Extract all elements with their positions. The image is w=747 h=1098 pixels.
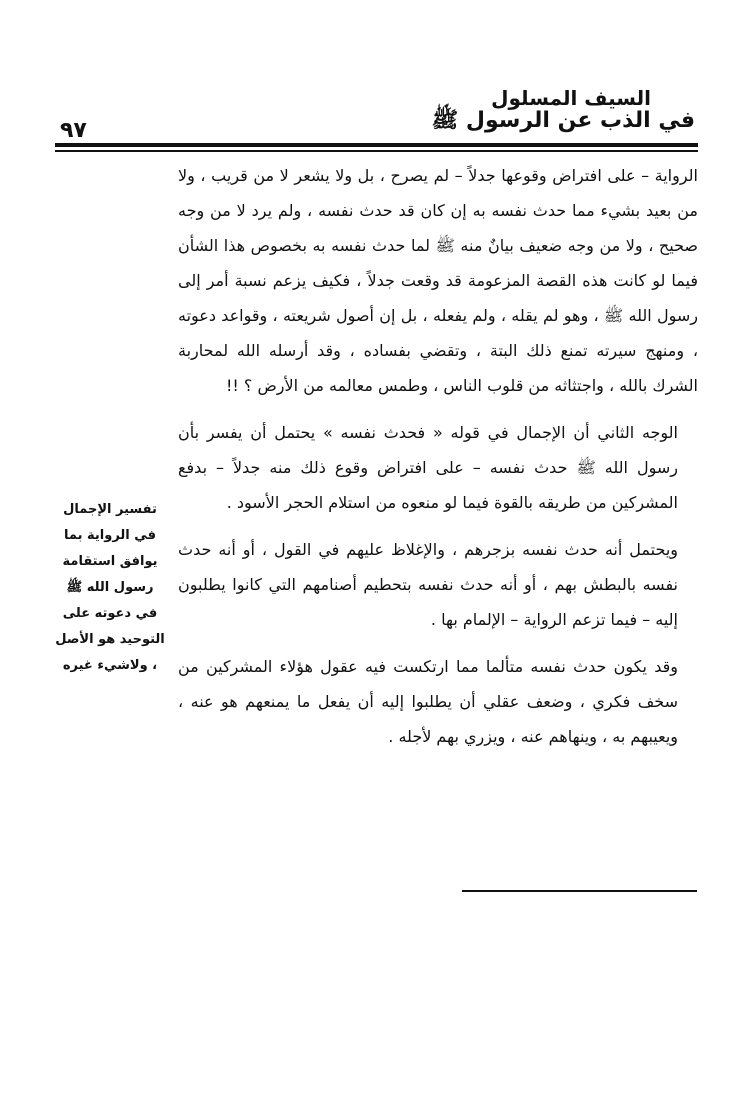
header-rule-thick [55,143,698,147]
margin-note: تفسير الإجمال في الرواية بما يوافق استقامة رسول الله ﷺ في دعوته على التوحيد هو الأصل ، ولاشيء غيره [55,502,165,673]
paragraph: الوجه الثاني أن الإجمال في قوله « فحدث نفسه » يحتمل أن يفسر بأن رسول الله ﷺ حدث نفسه – على افتراض وقوع ذلك منه جدلاً – بدفع المشركين من طريقه بالقوة فيما لو منعوه من استلام الحجر الأسود . [178,423,678,512]
end-rule [462,890,697,892]
main-text-column [178,158,698,754]
paragraph: ويحتمل أنه حدث نفسه بزجرهم ، والإغلاظ عليهم في القول ، أو أنه حدث نفسه بالبطش بهم ، أو أنه حدث نفسه بتحطيم أصنامهم التي كانوا يطلبون إليه – فيما تزعم الرواية – الإلمام بها . [178,540,678,629]
page-number: ٩٧ [60,118,87,143]
header-title-line1: السيف المسلول [491,86,651,110]
header-rule-thin [55,150,698,152]
header-title-line2: في الذب عن الرسول ﷺ [431,108,695,133]
paragraph: الرواية – على افتراض وقوعها جدلاً – لم يصرح ، بل ولا يشعر لا من قريب ، ولا من بعيد بشيء مما حدث نفسه به إن كان قد حدث نفسه ، ولم يرد لا من وجه صحيح ، ولا من وجه ضعيف بيانٌ منه ﷺ لما حدث نفسه به بخصوص هذا الشأن فيما لو كانت هذه القصة المزعومة قد وقعت جدلاً ، فكيف يزعم نسبة أمر إلى رسول الله ﷺ ، وهو لم يقله ، ولم يفعله ، بل إن أصول شريعته ، وقواعد دعوته ، ومنهج سيرته تمنع ذلك البتة ، وتقضي بفساده ، وقد أرسله الله لمحاربة الشرك بالله ، واجتثاثه من قلوب الناس ، وطمس معالمه من الأرض ؟ !! [178,166,698,395]
paragraph: وقد يكون حدث نفسه متألما مما ارتكست فيه عقول هؤلاء المشركين من سخف فكري ، وضعف عقلي أن يطلبوا إليه أن يفعل ما يمنعهم هو عنه ، ويعيبهم به ، وينهاهم عنه ، ويزري بهم لأجله . [178,657,678,746]
running-header-title [432,88,695,132]
